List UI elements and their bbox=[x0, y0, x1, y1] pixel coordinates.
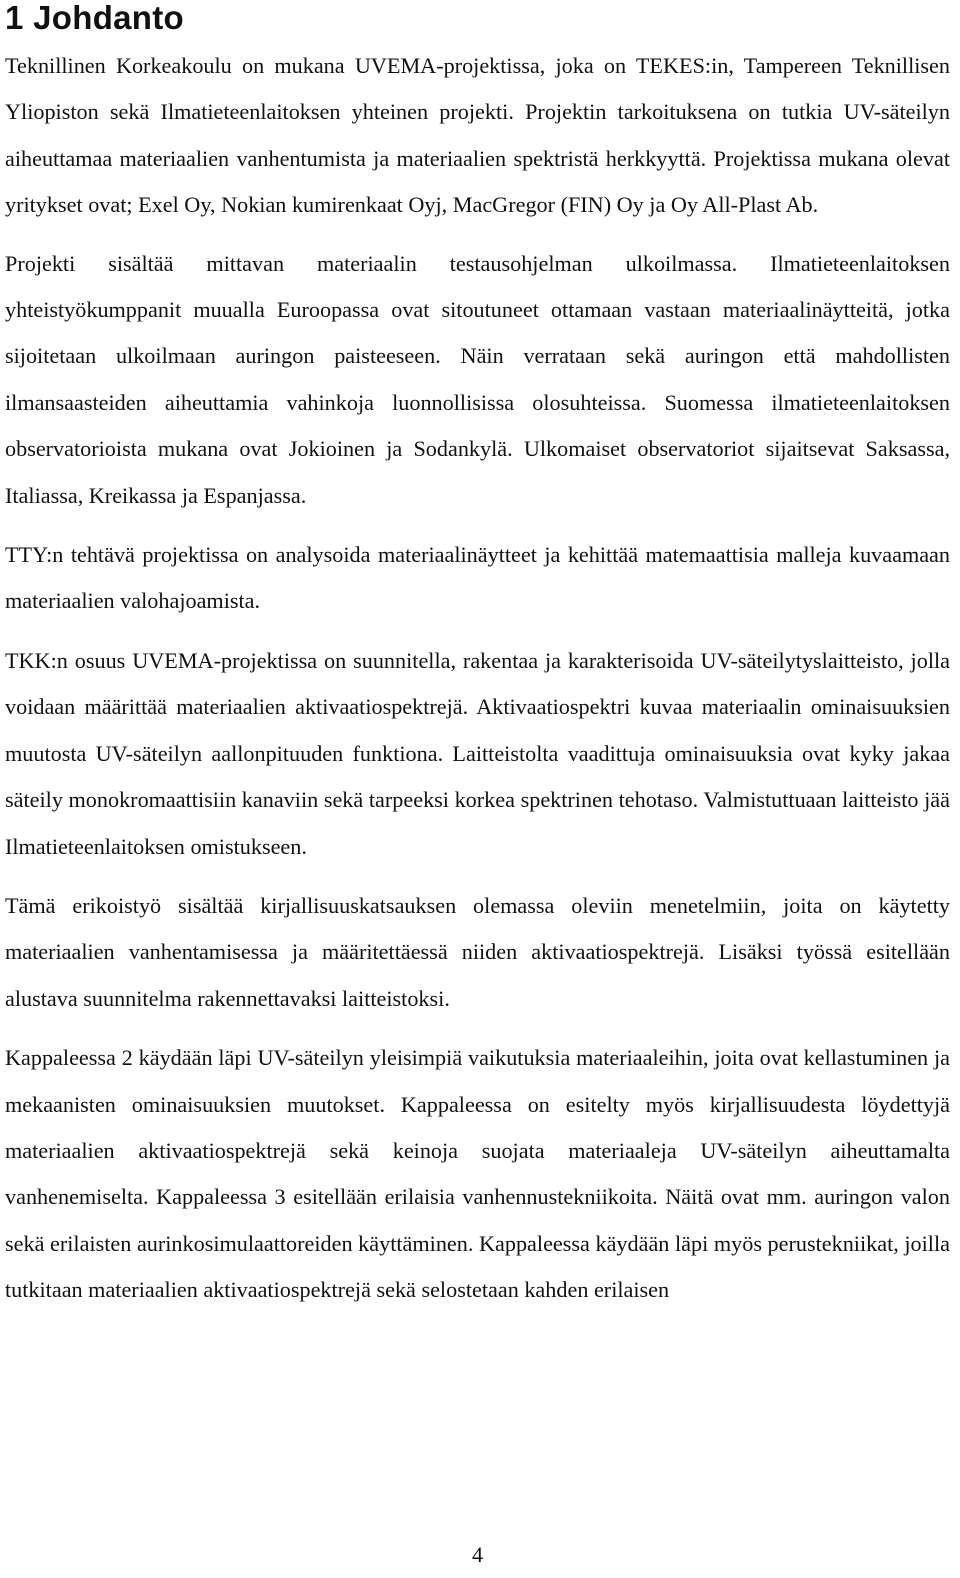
paragraph-chapter-overview: Kappaleessa 2 käydään läpi UV-säteilyn yleisimpiä vaikutuksia materiaaleihin, joita ovat kellastuminen ja mekaanisten ominaisuuksien muutokset. Kappaleessa on esitelty myös kirjallisuudesta löydettyjä materiaalien aktivaatiospektrejä sekä keinoja suojata materiaaleja UV-säteilyn aiheuttamalta vanhenemiselta. Kappaleessa 3 esitellään erilaisia vanhennustekniikoita. Näitä ovat mm. auringon valon sekä erilaisten aurinkosimulaattoreiden käyttäminen. Kappaleessa käydään läpi myös perustekniikat, joilla tutkitaan materiaalien aktivaatiospektrejä sekä selostetaan kahden erilaisen bbox=[5, 1045, 950, 1303]
section-heading: 1 Johdanto bbox=[5, 0, 185, 36]
paragraph-tkk-role: TKK:n osuus UVEMA-projektissa on suunnitella, rakentaa ja karakterisoida UV-säteilytyslaitteisto, jolla voidaan määrittää materiaalien aktivaatiospektrejä. Aktivaatiospektri kuvaa materiaalin ominaisuuksien muutosta UV-säteilyn aallonpituuden funktiona. Laitteistolta vaadittuja ominaisuuksia ovat kyky jakaa säteily monokromaattisiin kanaviin sekä tarpeeksi korkea spektrinen tehotaso. Valmistuttuaan laitteisto jää Ilmatieteenlaitoksen omistukseen. bbox=[5, 647, 950, 859]
paragraph-work-content: Tämä erikoistyö sisältää kirjallisuuskatsauksen olemassa oleviin menetelmiin, joita on käytetty materiaalien vanhentamisessa ja määritettäessä niiden aktivaatiospektrejä. Lisäksi työssä esitellään alustava suunnitelma rakennettavaksi laitteistoksi. bbox=[5, 892, 950, 1011]
document-page bbox=[5, 0, 950, 1314]
paragraph-tty-role: TTY:n tehtävä projektissa on analysoida materiaalinäytteet ja kehittää matemaattisia malleja kuvaamaan materiaalien valohajoamista. bbox=[5, 542, 950, 614]
paragraph-project-intro: Teknillinen Korkeakoulu on mukana UVEMA-projektissa, joka on TEKES:in, Tampereen Teknillisen Yliopiston sekä Ilmatieteenlaitoksen yhteinen projekti. Projektin tarkoituksena on tutkia UV-säteilyn aiheuttamaa materiaalien vanhentumista ja materiaalien spektristä herkkyyttä. Projektissa mukana olevat yritykset ovat; Exel Oy, Nokian kumirenkaat Oyj, MacGregor (FIN) Oy ja Oy All-Plast Ab. bbox=[5, 53, 950, 218]
page-number: 4 bbox=[472, 1542, 483, 1567]
paragraph-outdoor-testing: Projekti sisältää mittavan materiaalin testausohjelman ulkoilmassa. Ilmatieteenlaitoksen yhteistyökumppanit muualla Euroopassa ovat sitoutuneet ottamaan vastaan materiaalinäytteitä, jotka sijoitetaan ulkoilmaan auringon paisteeseen. Näin verrataan sekä auringon että mahdollisten ilmansaasteiden aiheuttamia vahinkoja luonnollisissa olosuhteissa. Suomessa ilmatieteenlaitoksen observatorioista mukana ovat Jokioinen ja Sodankylä. Ulkomaiset observatoriot sijaitsevat Saksassa, Italiassa, Kreikassa ja Espanjassa. bbox=[5, 250, 950, 508]
